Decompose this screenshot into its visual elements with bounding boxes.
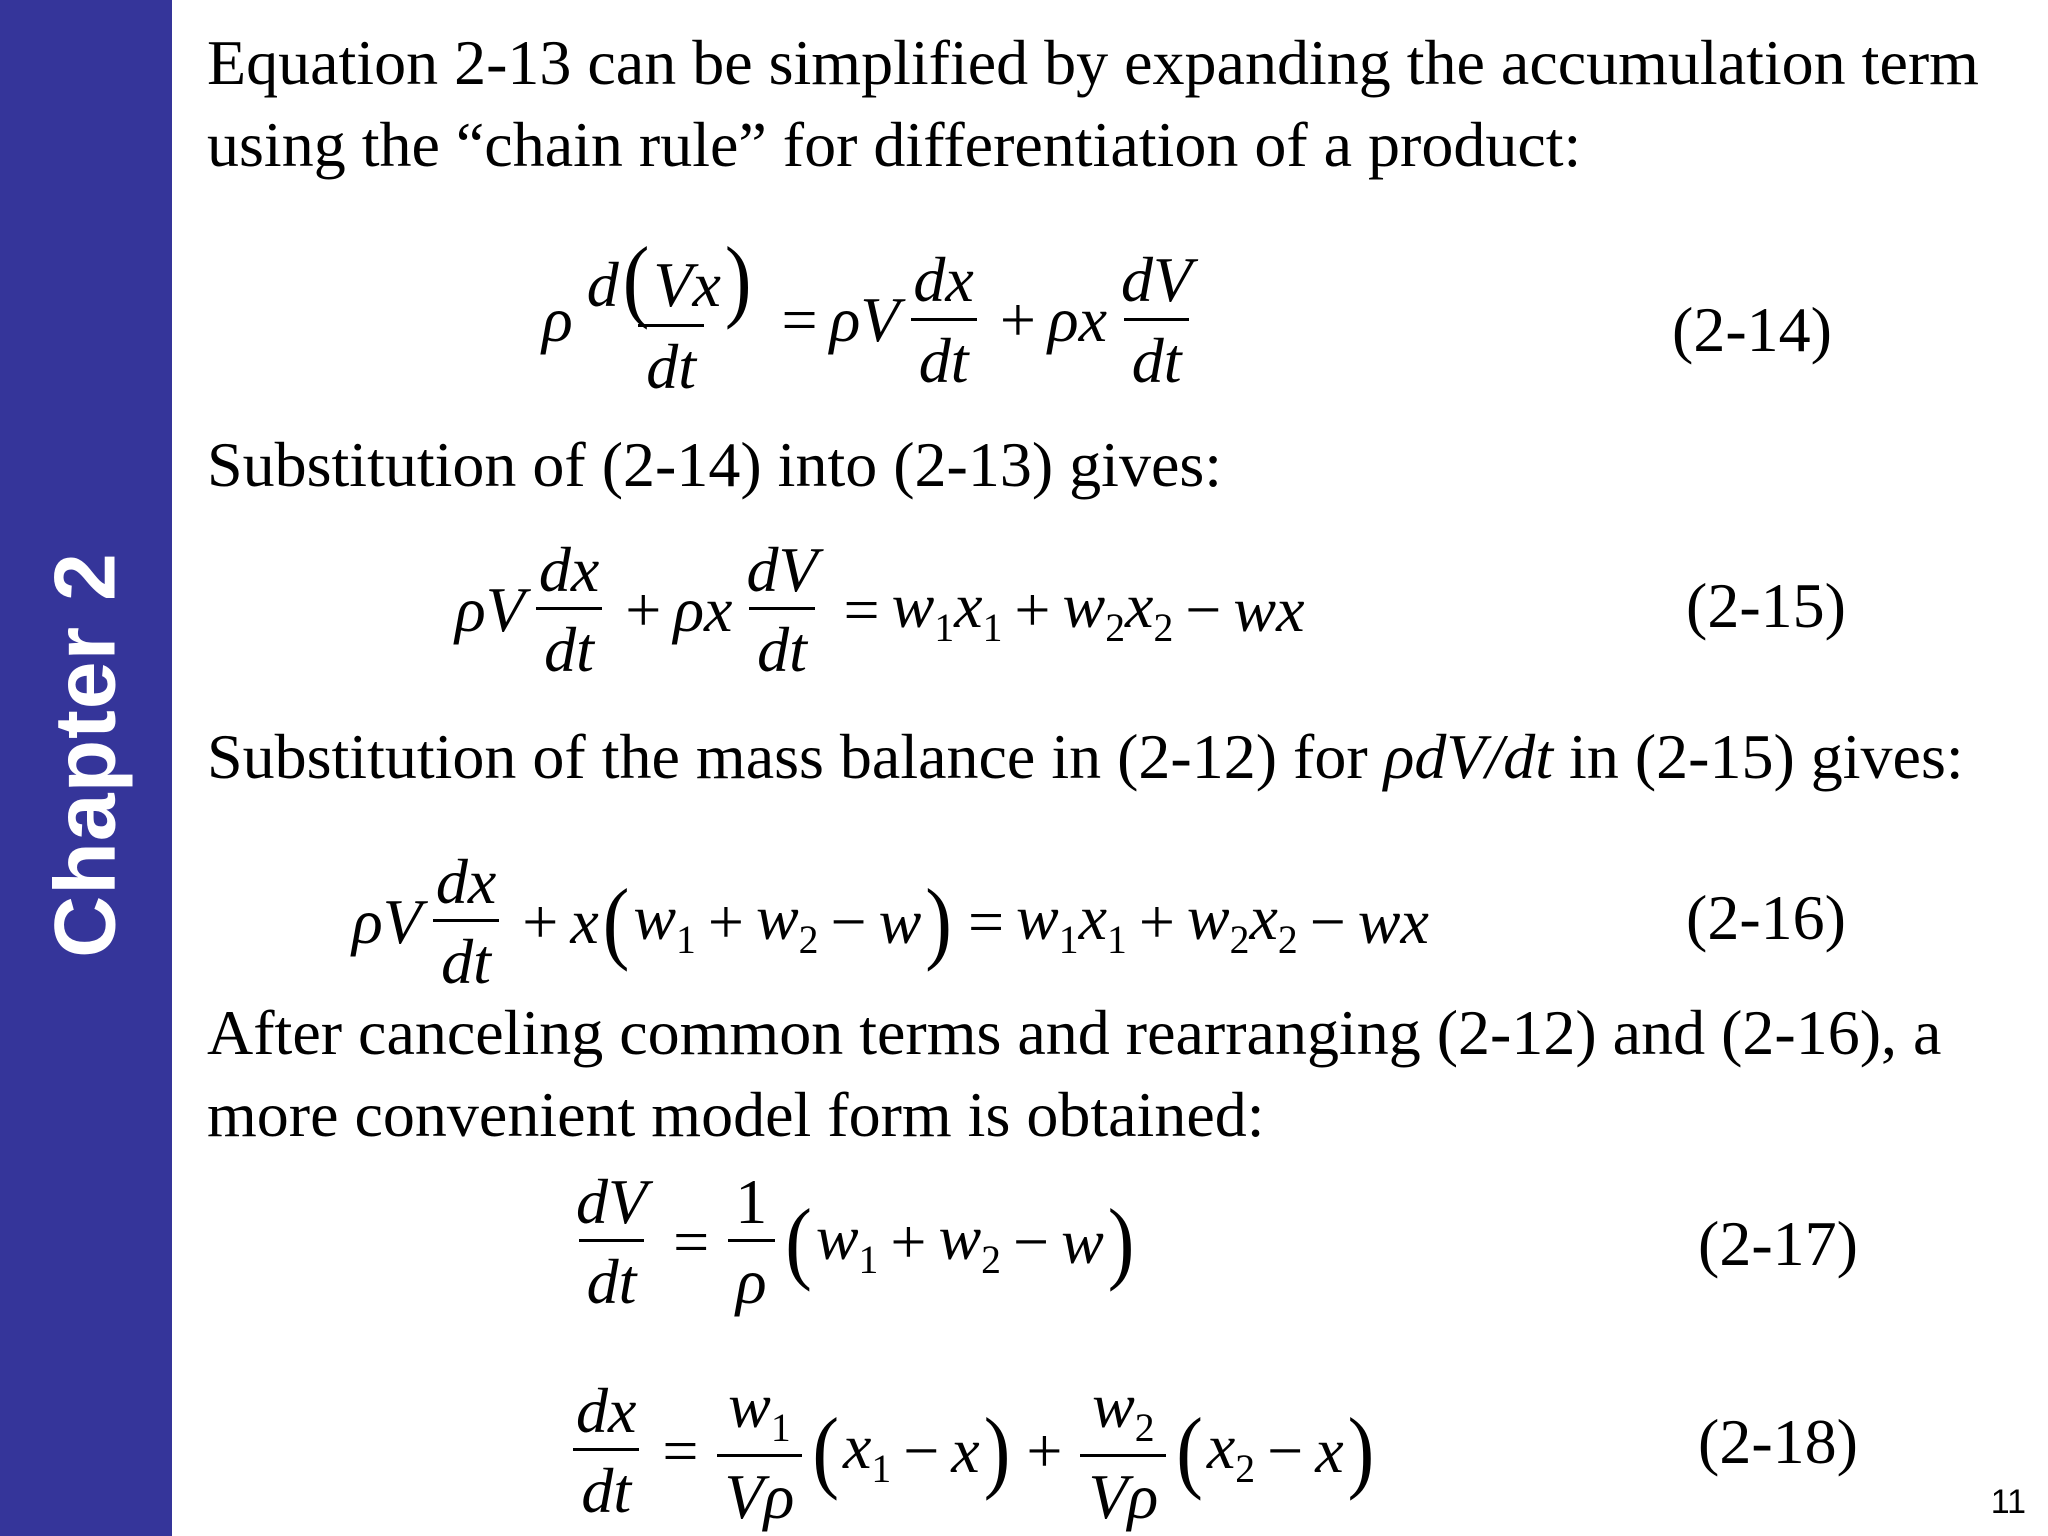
equation-2-16: ρV $\frac{dx}{dt}$ + x ( $w_1$ + $w_2$ − w ) = $w_1x_1$ + $w_2x_2$ − wx (352, 846, 1429, 998)
equation-number-2-16: (2-16) (1686, 882, 1846, 953)
equation-number-2-14: (2-14) (1672, 294, 1832, 365)
mass-balance-text-b: in (2-15) gives: (1569, 721, 1964, 792)
sidebar (0, 0, 172, 1536)
equation-2-18: $\frac{dx}{dt}$ = $\frac{w_1}{V\rho}$ ( $x_1$ − x ) + $\frac{w_2}{V\rho}$ ( $x_2$ − x ) (562, 1372, 1378, 1530)
equation-2-15: ρV $\frac{dx}{dt}$ + ρx $\frac{dV}{dt}$ = $w_1x_1$ + $w_2x_2$ − wx (455, 534, 1305, 686)
intro-paragraph: Equation 2-13 can be simplified by expanding the accumulation term using the “chain rule” for differentiation of a product: (207, 27, 1979, 180)
equation-number-2-15: (2-15) (1686, 570, 1846, 641)
chapter-label: Chapter 2 (37, 552, 134, 958)
mass-balance-text-a: Substitution of the mass balance in (2-12) for (207, 721, 1368, 792)
after-canceling-paragraph: After canceling common terms and rearranging (2-12) and (2-16), a more convenient model form is obtained: (207, 997, 1942, 1150)
equation-number-2-17: (2-17) (1698, 1208, 1858, 1279)
equation-2-14: ρ $\frac{d(Vx)}{dt}$ = ρV $\frac{dx}{dt}$ + ρx $\frac{dV}{dt}$ (542, 229, 1193, 402)
page-number: 11 (1990, 1483, 2026, 1521)
equation-2-17: $\frac{dV}{dt}$ = $\frac{1}{\rho}$ ( $w_1$ + $w_2$ − w ) (576, 1166, 1135, 1318)
equation-number-2-18: (2-18) (1698, 1406, 1858, 1477)
inline-math-rho-dv-dt: ρdV/dt (1383, 721, 1554, 792)
mass-balance-paragraph (207, 716, 2027, 798)
substitution-paragraph: Substitution of (2-14) into (2-13) gives: (207, 429, 1223, 500)
